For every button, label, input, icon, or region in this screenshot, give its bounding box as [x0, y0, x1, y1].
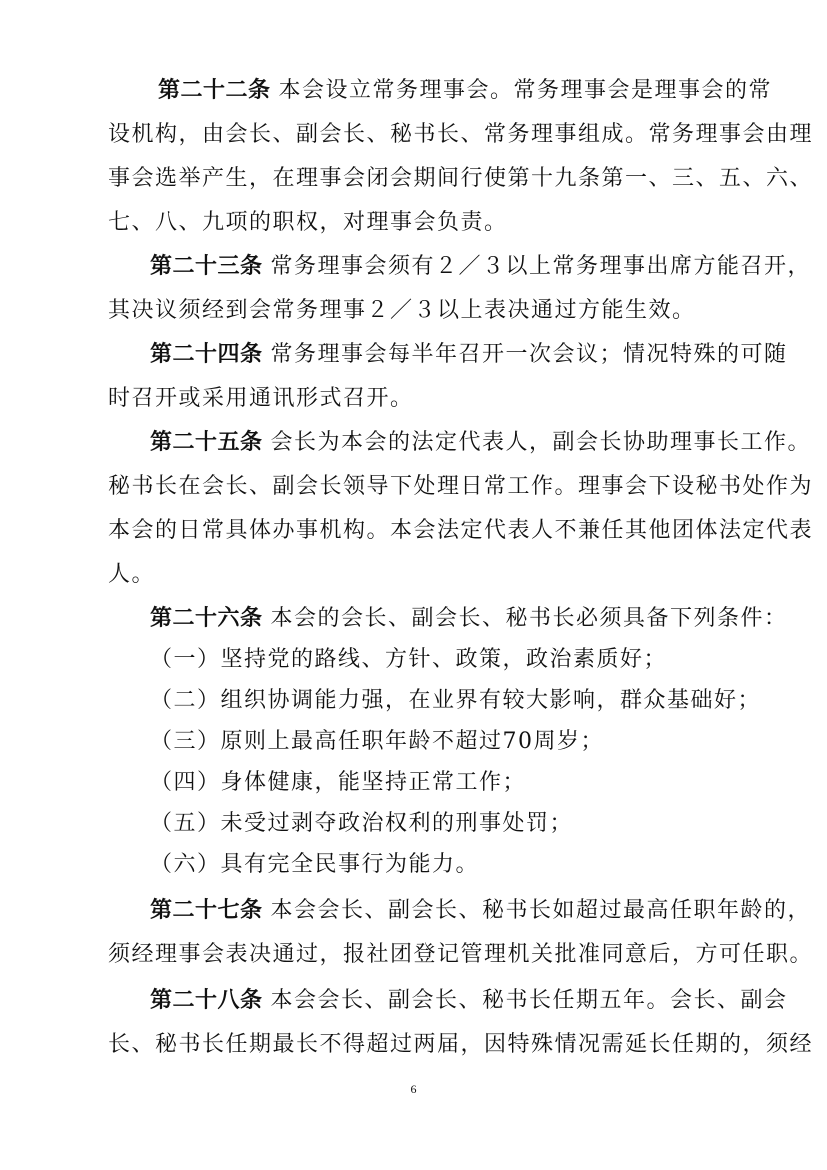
article-25-heading: 第二十五条: [150, 430, 263, 455]
article-25-first-line: [150, 428, 812, 458]
condition-2: （二）组织协调能力强，在业界有较大影响，群众基础好；: [150, 688, 762, 713]
article-28-line-2: 长、秘书长任期最长不得超过两届，因特殊情况需延长任期的，须经: [108, 1032, 814, 1057]
article-25-line-2: 秘书长在会长、副会长领导下处理日常工作。理事会下设秘书处作为: [108, 474, 814, 499]
article-23-heading: 第二十三条: [150, 254, 263, 279]
article-22-line-3: 事会选举产生，在理事会闭会期间行使第十九条第一、三、五、六、: [108, 166, 814, 191]
article-26-first-line: [150, 604, 788, 634]
condition-4: （四）身体健康，能坚持正常工作；: [150, 770, 527, 795]
condition-6: （六）具有完全民事行为能力。: [150, 852, 480, 877]
article-26-text: 本会的会长、副会长、秘书长必须具备下列条件：: [270, 606, 788, 631]
article-22-heading: 第二十二条: [158, 78, 271, 103]
article-27-heading: 第二十七条: [150, 898, 263, 923]
article-23-line-2: 其决议须经到会常务理事２／３以上表决通过方能生效。: [108, 298, 696, 323]
article-24-heading: 第二十四条: [150, 342, 263, 367]
article-23-text: 常务理事会须有２／３以上常务理事出席方能召开，: [270, 254, 812, 279]
article-27-text: 本会会长、副会长、秘书长如超过最高任职年龄的，: [270, 898, 812, 923]
condition-5: （五）未受过剥夺政治权利的刑事处罚；: [150, 811, 574, 836]
article-25-line-4: 人。: [108, 562, 156, 587]
article-22-first-line: [158, 76, 778, 106]
article-27-first-line: [150, 896, 812, 926]
article-25-text: 会长为本会的法定代表人，副会长协助理事长工作。: [270, 430, 812, 455]
article-27-line-2: 须经理事会表决通过，报社团登记管理机关批准同意后，方可任职。: [108, 942, 814, 967]
article-22-line-4: 七、八、九项的职权，对理事会负责。: [108, 210, 508, 235]
article-23-first-line: [150, 252, 812, 282]
article-25-line-3: 本会的日常具体办事机构。本会法定代表人不兼任其他团体法定代表: [108, 518, 814, 543]
article-28-first-line: [150, 986, 788, 1016]
article-28-text: 本会会长、副会长、秘书长任期五年。会长、副会: [270, 988, 788, 1013]
page-number: 6: [410, 1082, 417, 1096]
article-26-heading: 第二十六条: [150, 606, 263, 631]
condition-3: （三）原则上最高任职年龄不超过70周岁；: [150, 729, 604, 754]
article-24-line-2: 时召开或采用通讯形式召开。: [108, 386, 414, 411]
article-22-text: 本会设立常务理事会。常务理事会是理事会的常: [278, 78, 773, 103]
article-22-line-2: 设机构，由会长、副会长、秘书长、常务理事组成。常务理事会由理: [108, 122, 814, 147]
article-24-first-line: [150, 340, 788, 370]
condition-1: （一）坚持党的路线、方针、政策，政治素质好；: [150, 647, 668, 672]
article-24-text: 常务理事会每半年召开一次会议；情况特殊的可随: [270, 342, 788, 367]
article-28-heading: 第二十八条: [150, 988, 263, 1013]
